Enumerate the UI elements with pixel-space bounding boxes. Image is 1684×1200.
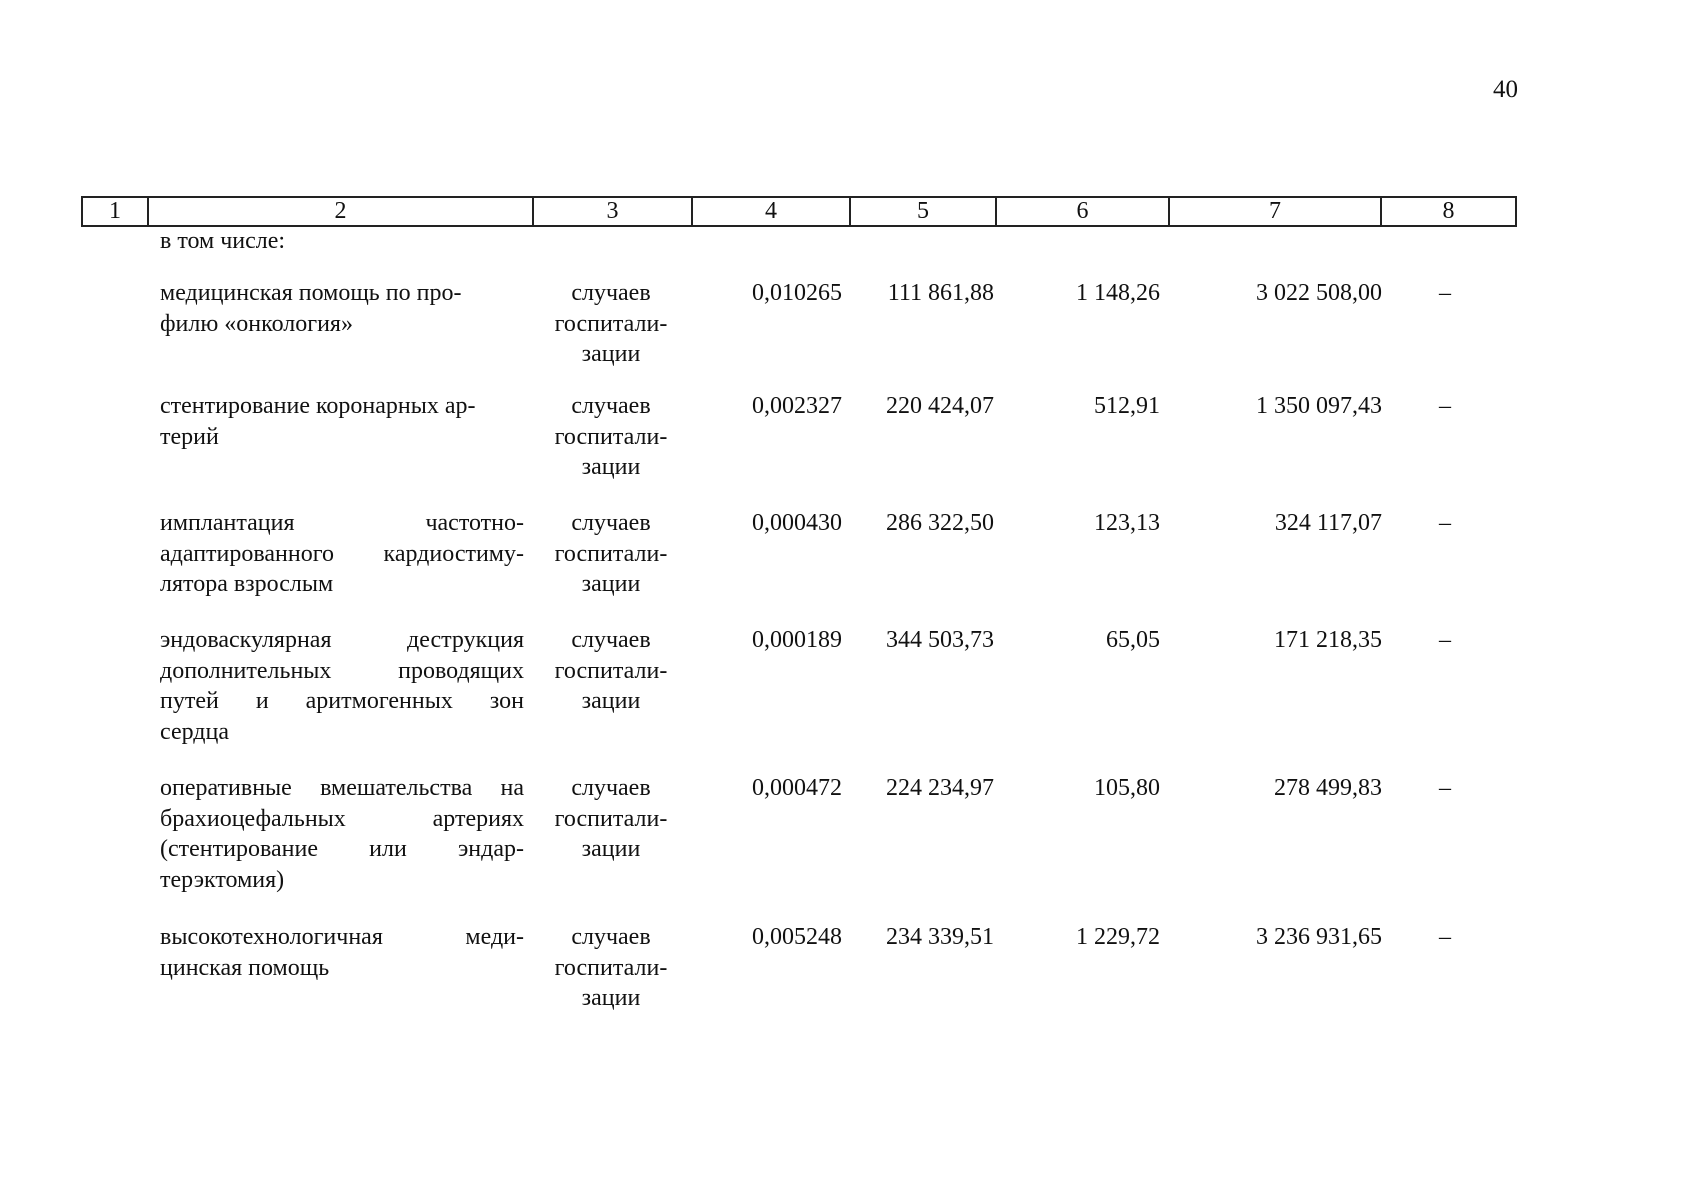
row-unit-line: зации [581,836,641,862]
row-name-cell [160,278,524,339]
table-row [0,508,1552,625]
column-number-5: 5 [850,197,996,226]
column-number-6: 6 [996,197,1169,226]
row-value-col4: 0,000189 [752,627,842,653]
row-unit-line: случаев [571,627,651,653]
row-value-col6: 1 148,26 [1076,280,1160,306]
column-number-header [81,196,1517,227]
row-value-col8: – [1439,510,1451,536]
row-unit-cell [540,625,682,717]
column-number-3: 3 [533,197,692,226]
row-value-col4: 0,002327 [752,393,842,419]
row-value-col7: 1 350 097,43 [1256,393,1382,419]
row-unit-cell [540,391,682,483]
column-number-2: 2 [148,197,533,226]
row-name-line: путей и аритмогенных зон [160,688,524,714]
row-value-col5: 344 503,73 [886,627,994,653]
column-number-1: 1 [82,197,148,226]
row-unit-cell [540,922,682,1014]
row-value-col6: 65,05 [1106,627,1160,653]
row-unit-line: госпитали- [554,310,668,337]
row-unit-line: случаев [571,280,651,306]
row-unit-line: случаев [571,924,651,950]
row-name-line: дополнительных проводящих [160,657,524,684]
row-name-line: (стентирование или эндар- [160,836,524,862]
table-body [0,278,1552,1022]
row-name-line: терэктомия) [160,866,285,893]
row-value-col5: 224 234,97 [886,775,994,801]
table-row [0,625,1552,773]
row-value-col7: 324 117,07 [1274,510,1382,536]
row-name-line: лятора взрослым [160,571,334,597]
table-row [0,278,1552,391]
row-name-line: цинская помощь [160,954,330,981]
row-unit-line: зации [581,571,641,597]
row-name-line: сердца [160,718,229,745]
row-name-cell [160,508,524,600]
row-name-line: филю «онкология» [160,310,353,337]
row-name-line: брахиоцефальных артериях [160,805,524,832]
column-number-7: 7 [1169,197,1381,226]
row-unit-line: зации [581,985,641,1011]
row-unit-line: зации [581,341,641,367]
row-name-line: адаптированного кардиостиму- [160,540,524,567]
row-name-line: медицинская помощь по про- [160,280,462,306]
row-value-col5: 111 861,88 [887,280,994,306]
row-unit-line: случаев [571,393,651,419]
row-value-col6: 123,13 [1094,510,1160,536]
row-value-col5: 286 322,50 [886,510,994,536]
page-number: 40 [1493,76,1518,103]
row-value-col6: 512,91 [1094,393,1160,419]
row-value-col7: 171 218,35 [1274,627,1382,653]
table-row [0,922,1552,1022]
row-value-col8: – [1439,924,1451,950]
row-name-cell [160,773,524,895]
row-name-line: оперативные вмешательства на [160,775,524,801]
row-unit-cell [540,508,682,600]
row-name-cell [160,625,524,747]
row-unit-line: случаев [571,775,651,801]
row-unit-line: зации [581,454,641,480]
row-name-line: эндоваскулярная деструкция [160,627,524,653]
row-value-col7: 278 499,83 [1274,775,1382,801]
column-number-8: 8 [1381,197,1516,226]
row-value-col8: – [1439,393,1451,419]
row-value-col8: – [1439,280,1451,306]
row-unit-line: госпитали- [554,540,668,567]
row-unit-cell [540,278,682,370]
row-value-col6: 1 229,72 [1076,924,1160,950]
row-unit-cell [540,773,682,865]
row-value-col7: 3 022 508,00 [1256,280,1382,306]
column-number-4: 4 [692,197,850,226]
row-name-line: стентирование коронарных ар- [160,393,476,419]
row-name-line: высокотехнологичная меди- [160,924,524,950]
row-unit-line: госпитали- [554,657,668,684]
row-value-col4: 0,005248 [752,924,842,950]
table-row [0,773,1552,922]
row-value-col5: 220 424,07 [886,393,994,419]
table-row [0,391,1552,508]
row-unit-line: госпитали- [554,954,668,981]
row-value-col8: – [1439,627,1451,653]
row-value-col4: 0,000472 [752,775,842,801]
row-unit-line: госпитали- [554,805,668,832]
row-unit-line: госпитали- [554,423,668,450]
row-unit-line: случаев [571,510,651,536]
subheading: в том числе: [160,228,286,254]
row-name-line: терий [160,423,219,450]
row-value-col7: 3 236 931,65 [1256,924,1382,950]
row-unit-line: зации [581,688,641,714]
row-value-col5: 234 339,51 [886,924,994,950]
row-name-cell [160,922,524,983]
row-name-cell [160,391,524,452]
row-value-col8: – [1439,775,1451,801]
row-name-line: имплантация частотно- [160,510,524,536]
row-value-col4: 0,000430 [752,510,842,536]
row-value-col4: 0,010265 [752,280,842,306]
row-value-col6: 105,80 [1094,775,1160,801]
